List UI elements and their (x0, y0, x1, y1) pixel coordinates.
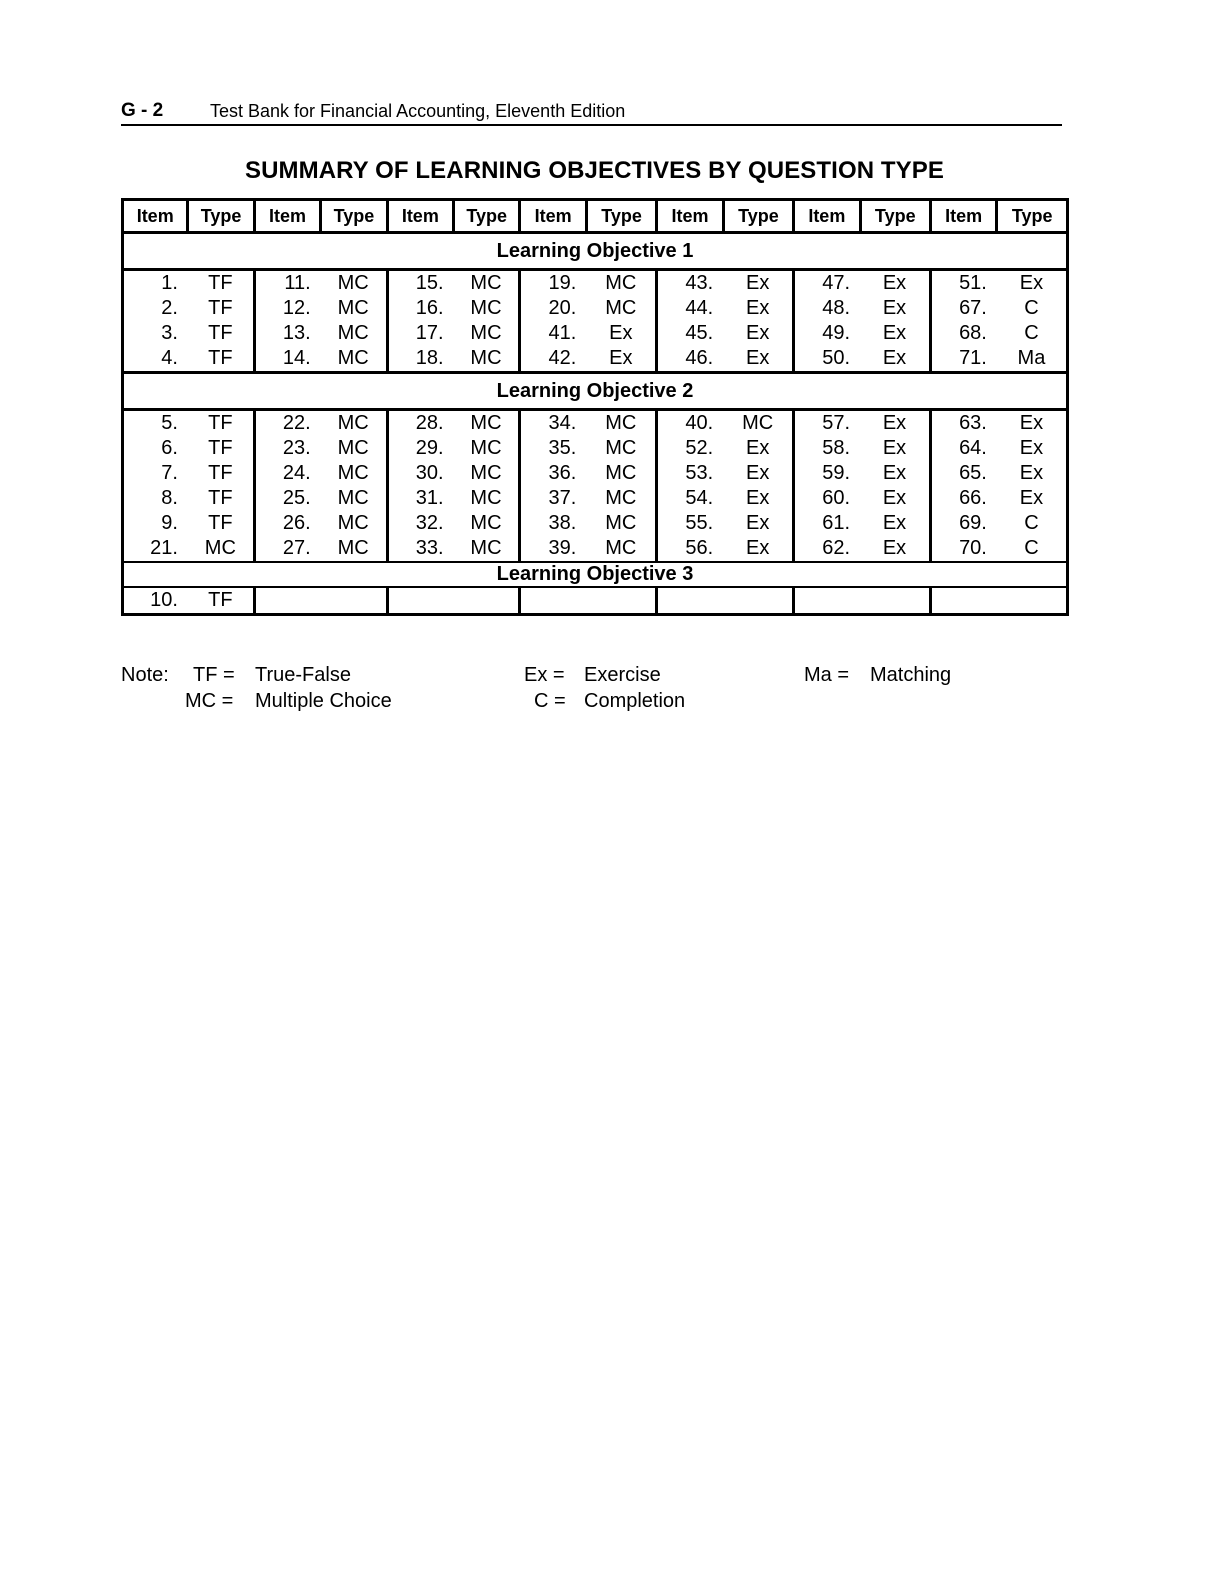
question-type-cell: TF (208, 272, 233, 294)
item-number-cell: 59. (794, 461, 860, 486)
question-type-cell: Ex (609, 322, 633, 344)
question-type-cell: Ex (745, 462, 770, 484)
question-type-cell: MC (605, 462, 637, 484)
column-header: Item (794, 200, 860, 233)
item-number-cell: 42. (520, 346, 586, 373)
column-header: Type (188, 200, 254, 233)
item-number-cell: 55. (657, 511, 723, 536)
objective-header-row (123, 233, 1068, 270)
table-row (123, 346, 1068, 373)
question-type-cell: Ex (745, 437, 770, 459)
item-number-cell: 40. (657, 410, 723, 437)
column-header: Type (321, 200, 387, 233)
item-number-cell: 66. (930, 486, 996, 511)
question-type-cell: TF (208, 437, 233, 459)
question-type-cell: TF (208, 462, 233, 484)
item-number-cell (254, 587, 320, 615)
question-type-cell: Ex (882, 462, 907, 484)
question-type-cell: Ex (882, 322, 907, 344)
item-number-cell (387, 587, 453, 615)
question-type-cell: MC (605, 412, 637, 434)
question-type-cell: MC (470, 537, 502, 559)
question-type-cell: MC (337, 437, 369, 459)
column-header: Type (454, 200, 520, 233)
page-number: G - 2 (121, 100, 164, 121)
objective-header-row (123, 562, 1068, 587)
item-number-cell: 41. (520, 321, 586, 346)
question-type-cell: Ex (609, 347, 633, 369)
item-number-cell (794, 587, 860, 615)
item-number-cell: 2. (161, 297, 178, 319)
question-type-cell: MC (605, 437, 637, 459)
question-type-cell: MC (470, 487, 502, 509)
column-header: Item (657, 200, 723, 233)
objective-label: Learning Objective 3 (123, 562, 1068, 587)
item-number-cell: 37. (520, 486, 586, 511)
question-type-cell: Ex (745, 487, 770, 509)
item-number-cell: 67. (930, 296, 996, 321)
question-type-cell: MC (470, 347, 502, 369)
question-type-cell: MC (470, 512, 502, 534)
question-type-cell: C (1024, 512, 1039, 534)
question-type-cell: MC (337, 297, 369, 319)
question-type-cell: MC (470, 412, 502, 434)
question-type-cell (321, 587, 387, 615)
objective-label: Learning Objective 1 (123, 233, 1068, 270)
item-number-cell: 10. (150, 589, 178, 611)
item-number-cell: 12. (254, 296, 320, 321)
item-number-cell: 3. (161, 322, 178, 344)
item-number-cell: 43. (657, 270, 723, 297)
item-number-cell: 19. (520, 270, 586, 297)
item-number-cell: 58. (794, 436, 860, 461)
item-number-cell: 53. (657, 461, 723, 486)
question-type-cell: TF (208, 347, 233, 369)
item-number-cell: 47. (794, 270, 860, 297)
question-type-cell (997, 587, 1068, 615)
question-type-cell: MC (337, 347, 369, 369)
legend-meaning: Exercise (584, 664, 661, 686)
legend-abbr: C = (534, 690, 566, 712)
item-number-cell: 52. (657, 436, 723, 461)
item-number-cell: 60. (794, 486, 860, 511)
column-header: Type (860, 200, 930, 233)
legend-abbr: MC = (185, 690, 234, 712)
question-type-cell: Ex (1019, 412, 1044, 434)
objective-header-row (123, 373, 1068, 410)
item-number-cell: 50. (794, 346, 860, 373)
item-number-cell: 36. (520, 461, 586, 486)
item-number-cell: 7. (161, 462, 178, 484)
item-number-cell: 57. (794, 410, 860, 437)
item-number-cell: 15. (387, 270, 453, 297)
item-number-cell (520, 587, 586, 615)
question-type-cell (860, 587, 930, 615)
note-prefix: Note: (121, 664, 169, 686)
item-number-cell: 70. (930, 536, 996, 562)
item-number-cell: 56. (657, 536, 723, 562)
question-type-cell: Ex (882, 437, 907, 459)
column-header: Item (520, 200, 586, 233)
table-row (123, 436, 1068, 461)
page-header (121, 98, 1062, 126)
item-number-cell: 5. (161, 412, 178, 434)
table-row (123, 587, 1068, 615)
question-type-cell: C (1024, 297, 1039, 319)
item-number-cell: 17. (387, 321, 453, 346)
question-type-cell: MC (605, 297, 637, 319)
question-type-cell: Ex (1019, 272, 1044, 294)
item-number-cell: 11. (254, 270, 320, 297)
question-type-cell: TF (208, 297, 233, 319)
column-header: Type (723, 200, 793, 233)
item-number-cell: 35. (520, 436, 586, 461)
question-type-cell: Ex (1019, 462, 1044, 484)
column-header: Type (586, 200, 656, 233)
question-type-cell: MC (470, 297, 502, 319)
question-type-cell: MC (337, 487, 369, 509)
legend-meaning: Completion (584, 690, 686, 712)
question-type-cell: MC (337, 537, 369, 559)
item-number-cell: 30. (387, 461, 453, 486)
legend-abbr: Ex = (524, 664, 565, 686)
question-type-cell: MC (337, 412, 369, 434)
item-number-cell: 18. (387, 346, 453, 373)
book-title: Test Bank for Financial Accounting, Eleventh Edition (210, 101, 626, 121)
question-type-cell: Ex (745, 322, 770, 344)
item-number-cell: 54. (657, 486, 723, 511)
table-body (123, 233, 1068, 615)
question-type-cell: MC (204, 537, 236, 559)
item-number-cell (657, 587, 723, 615)
item-number-cell: 27. (254, 536, 320, 562)
item-number-cell: 21. (150, 537, 178, 559)
question-type-cell: MC (470, 437, 502, 459)
question-type-cell: MC (470, 322, 502, 344)
item-number-cell: 45. (657, 321, 723, 346)
item-number-cell: 69. (930, 511, 996, 536)
item-number-cell: 71. (930, 346, 996, 373)
question-type-cell: MC (337, 512, 369, 534)
item-number-cell: 25. (254, 486, 320, 511)
question-type-cell: Ex (745, 297, 770, 319)
column-header: Type (997, 200, 1068, 233)
item-number-cell: 65. (930, 461, 996, 486)
question-type-cell: Ex (882, 512, 907, 534)
item-number-cell: 34. (520, 410, 586, 437)
question-type-cell: Ex (882, 487, 907, 509)
question-type-cell: Ex (745, 537, 770, 559)
question-type-cell (723, 587, 793, 615)
table-row (123, 511, 1068, 536)
item-number-cell (930, 587, 996, 615)
question-type-cell: TF (208, 589, 233, 611)
item-number-cell: 46. (657, 346, 723, 373)
item-number-cell: 6. (161, 437, 178, 459)
question-type-cell: Ma (1017, 347, 1046, 369)
legend-meaning: Multiple Choice (255, 690, 392, 712)
question-type-cell: MC (337, 272, 369, 294)
page-title: SUMMARY OF LEARNING OBJECTIVES BY QUESTION TYPE (244, 157, 944, 184)
question-type-cell: Ex (745, 512, 770, 534)
column-header: Item (123, 200, 188, 233)
table-row (123, 410, 1068, 437)
question-type-cell: C (1024, 537, 1039, 559)
column-header: Item (387, 200, 453, 233)
table-row (123, 486, 1068, 511)
item-number-cell: 16. (387, 296, 453, 321)
question-type-cell: Ex (882, 412, 907, 434)
question-type-cell: TF (208, 512, 233, 534)
item-number-cell: 68. (930, 321, 996, 346)
item-number-cell: 14. (254, 346, 320, 373)
question-type-cell: Ex (882, 272, 907, 294)
item-number-cell: 1. (161, 272, 178, 294)
question-type-cell: MC (605, 272, 637, 294)
legend-meaning: Matching (870, 664, 952, 686)
question-type-cell (586, 587, 656, 615)
question-type-cell: MC (605, 512, 637, 534)
question-type-cell: MC (605, 487, 637, 509)
question-type-cell: MC (470, 462, 502, 484)
question-type-cell: Ex (882, 537, 907, 559)
table-row (123, 461, 1068, 486)
item-number-cell: 48. (794, 296, 860, 321)
legend-meaning: True-False (255, 664, 351, 686)
table-row (123, 536, 1068, 562)
item-number-cell: 33. (387, 536, 453, 562)
item-number-cell: 63. (930, 410, 996, 437)
item-number-cell: 23. (254, 436, 320, 461)
question-type-cell: Ex (882, 347, 907, 369)
item-number-cell: 38. (520, 511, 586, 536)
question-type-cell: TF (208, 487, 233, 509)
item-number-cell: 26. (254, 511, 320, 536)
table-row (123, 270, 1068, 297)
question-type-cell: MC (337, 322, 369, 344)
item-number-cell: 39. (520, 536, 586, 562)
item-number-cell: 61. (794, 511, 860, 536)
question-type-cell: MC (605, 537, 637, 559)
item-number-cell: 31. (387, 486, 453, 511)
question-type-cell: MC (337, 462, 369, 484)
header-row (123, 200, 1068, 233)
item-number-cell: 32. (387, 511, 453, 536)
question-type-cell (454, 587, 520, 615)
item-number-cell: 51. (930, 270, 996, 297)
item-number-cell: 22. (254, 410, 320, 437)
table-row (123, 296, 1068, 321)
question-type-cell: TF (208, 322, 233, 344)
question-type-cell: C (1024, 322, 1039, 344)
item-number-cell: 24. (254, 461, 320, 486)
item-number-cell: 62. (794, 536, 860, 562)
question-type-cell: Ex (745, 347, 770, 369)
item-number-cell: 49. (794, 321, 860, 346)
item-number-cell: 13. (254, 321, 320, 346)
objective-label: Learning Objective 2 (123, 373, 1068, 410)
question-type-cell: Ex (882, 297, 907, 319)
item-number-cell: 8. (161, 487, 178, 509)
item-number-cell: 4. (161, 347, 178, 369)
question-type-cell: TF (208, 412, 233, 434)
summary-table (121, 198, 1069, 616)
question-type-cell: MC (742, 412, 774, 434)
item-number-cell: 9. (161, 512, 178, 534)
legend-abbr: Ma = (804, 664, 850, 686)
item-number-cell: 28. (387, 410, 453, 437)
item-number-cell: 44. (657, 296, 723, 321)
question-type-cell: MC (470, 272, 502, 294)
column-header: Item (254, 200, 320, 233)
table-row (123, 321, 1068, 346)
legend-abbr: TF = (193, 664, 235, 686)
question-type-cell: Ex (1019, 437, 1044, 459)
column-header: Item (930, 200, 996, 233)
question-type-cell: Ex (1019, 487, 1044, 509)
item-number-cell: 29. (387, 436, 453, 461)
item-number-cell: 20. (520, 296, 586, 321)
question-type-cell: Ex (745, 272, 770, 294)
item-number-cell: 64. (930, 436, 996, 461)
